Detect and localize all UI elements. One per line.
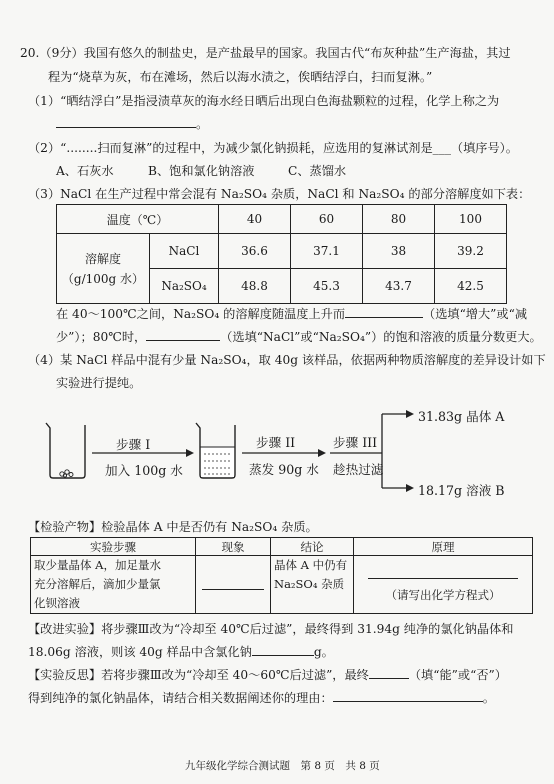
improve-line2: 18.06g 溶液，则该 40g 样品中含氯化钠 g。	[28, 645, 334, 659]
check-table	[30, 537, 533, 614]
part2-option-c: C、蒸馏水	[288, 164, 347, 178]
na2so4-value: 43.7	[363, 269, 435, 304]
nacl-value: 36.6	[219, 234, 291, 269]
check-heading: 【检验产物】检验晶体 A 中是否仍有 Na₂SO₄ 杂质。	[28, 520, 318, 534]
improve-blank[interactable]	[252, 643, 314, 656]
part2-option-a: A、石灰水	[56, 164, 114, 178]
part3-blank1[interactable]	[345, 305, 423, 318]
solution-b-output: 18.17g 溶液 B	[418, 483, 505, 498]
temp-cell: 80	[363, 205, 435, 234]
step2-action: 蒸发 90g 水	[249, 462, 319, 477]
nacl-value: 39.2	[435, 234, 507, 269]
question-intro-line2: 程为“烧草为灰，布在滩场，然后以海水渍之，俟晒结浮白，扫而复淋。”	[48, 70, 433, 84]
part1-blank[interactable]	[56, 115, 196, 128]
na2so4-value: 42.5	[435, 269, 507, 304]
reflect-line2: 得到纯净的氯化钠晶体，请结合相关数据阐述你的理由： 。	[28, 691, 495, 705]
part3-text: （3）NaCl 在生产过程中常会混有 Na₂SO₄ 杂质，NaCl 和 Na₂SO₄ 的部分溶解度如下表：	[28, 187, 531, 201]
principle-cell: （请写出化学方程式）	[354, 556, 533, 614]
question-intro-line1: 20.（9分）我国有悠久的制盐史，是产盐最早的国家。我国古代“布灰种盐”生产海盐，其过	[20, 46, 511, 60]
step1-label: 步骤 I	[116, 437, 151, 452]
step2-label: 步骤 II	[256, 435, 296, 450]
col-principle-header: 原理	[354, 538, 533, 556]
part1-text: （1）“晒结浮白”是指浸渍草灰的海水经日晒后出现白色海盐颗粒的过程，化学上称之为	[28, 94, 500, 108]
reflect-blank2[interactable]	[333, 689, 483, 702]
phenomenon-cell	[196, 556, 271, 614]
nacl-value: 37.1	[291, 234, 363, 269]
crystal-a-output: 31.83g 晶体 A	[418, 409, 505, 424]
part3-line1: 在 40～100℃之间，Na₂SO₄ 的溶解度随温度上升而 （选填“增大”或“减	[56, 307, 528, 321]
improve-line1: 【改进实验】将步骤Ⅲ改为“冷却至 40℃后过滤”，最终得到 31.94g 纯净的氯化钠晶体和	[28, 622, 514, 636]
solubility-table	[56, 204, 507, 304]
col-steps-header: 实验步骤	[31, 538, 196, 556]
conclusion-cell: 晶体 A 中仍有 Na₂SO₄ 杂质	[271, 556, 354, 614]
equation-blank[interactable]	[368, 566, 518, 579]
beaker-1-icon	[46, 423, 85, 478]
step-cell: 取少量晶体 A，加足量水 充分溶解后，滴加少量氯 化钡溶液	[31, 556, 196, 614]
part1-answer-line: 。	[56, 115, 208, 132]
step1-action: 加入 100g 水	[105, 463, 183, 478]
step3-action: 趁热过滤	[333, 462, 384, 477]
page-footer: 九年级化学综合测试题 第 8 页 共 8 页	[185, 760, 380, 772]
part4-text2: 实验进行提纯。	[56, 376, 142, 390]
na2so4-value: 45.3	[291, 269, 363, 304]
part3-blank2[interactable]	[146, 328, 220, 341]
nacl-label: NaCl	[150, 234, 219, 269]
col-phenomenon-header: 现象	[196, 538, 271, 556]
part2-option-b: B、饱和氯化钠溶液	[148, 164, 255, 178]
part2-text: （2）“........扫而复淋”的过程中，为减少氯化钠损耗，应选用的复淋试剂是___（填序号）。	[28, 141, 518, 155]
reflect-line1: 【实验反思】若将步骤Ⅲ改为“冷却至 40～60℃后过滤”，最终 （填“能”或“否”）	[28, 668, 507, 682]
temp-cell: 100	[435, 205, 507, 234]
na2so4-value: 48.8	[219, 269, 291, 304]
temp-header: 温度（℃）	[57, 205, 219, 234]
step3-label: 步骤 III	[333, 435, 378, 450]
reflect-blank1[interactable]	[369, 666, 409, 679]
temp-cell: 60	[291, 205, 363, 234]
part4-text: （4）某 NaCl 样品中混有少量 Na₂SO₄，取 40g 该样品，依据两种物质溶解度的差异设计如下	[28, 353, 546, 367]
part3-line2: 少”）；80℃时， （选填“NaCl”或“Na₂SO₄”）的饱和溶液的质量分数更大。	[56, 330, 542, 344]
nacl-value: 38	[363, 234, 435, 269]
col-conclusion-header: 结论	[271, 538, 354, 556]
temp-cell: 40	[219, 205, 291, 234]
na2so4-label: Na₂SO₄	[150, 269, 219, 304]
beaker-2-icon	[196, 423, 235, 478]
solubility-label: 溶解度 （g/100g 水）	[57, 234, 150, 304]
phenomenon-blank[interactable]	[202, 577, 264, 590]
